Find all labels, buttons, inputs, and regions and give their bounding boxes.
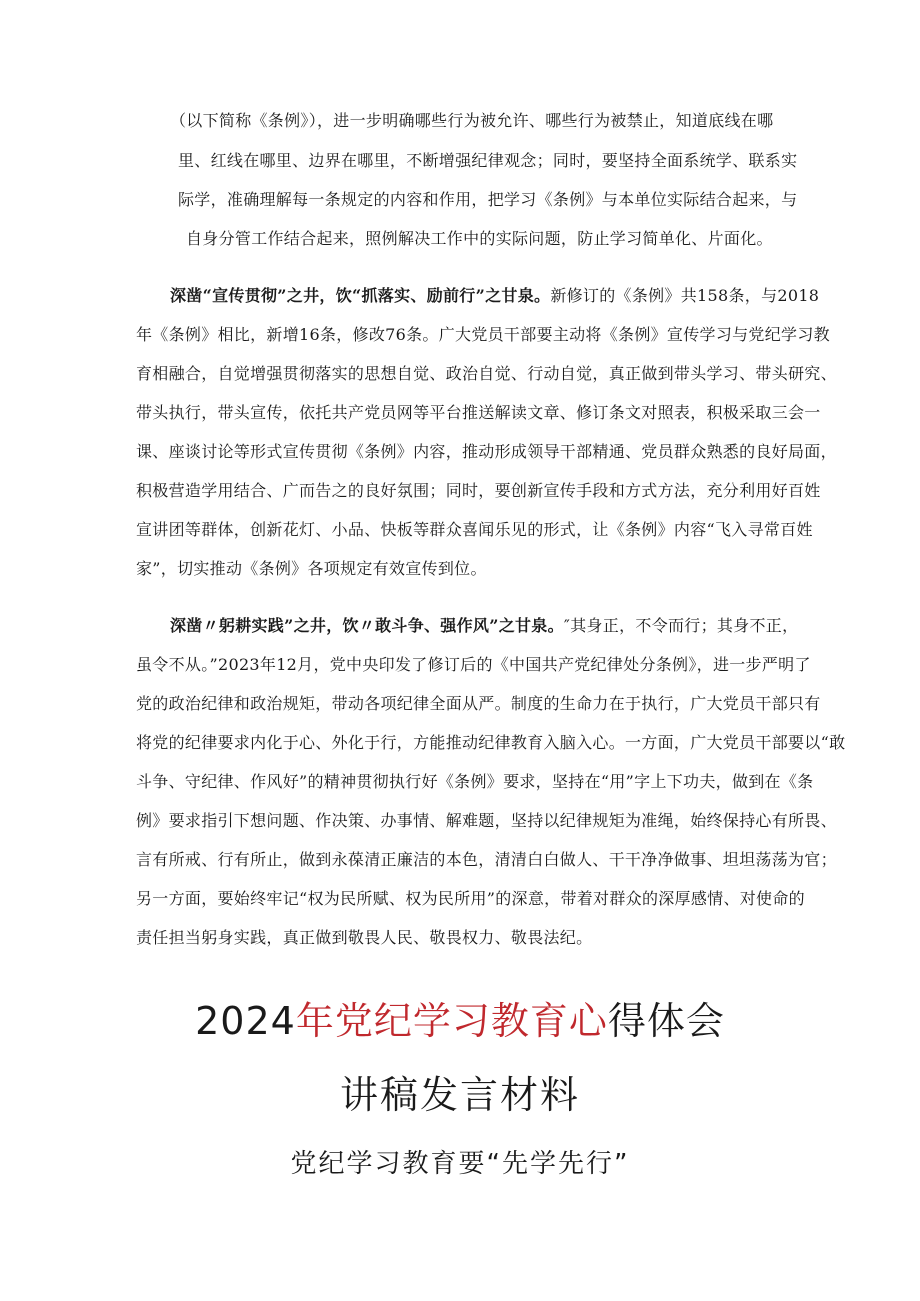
para1-line: 带头执行，带头宣传，依托共产党员网等平台推送解读文章、修订条文对照表，积极采取三会一: [136, 403, 821, 422]
para1-line: 积极营造学用结合、广而告之的良好氛围；同时，要创新宣传手段和方式方法，充分利用好百姓: [136, 481, 821, 500]
para1-line: 年《条例》相比，新增16条，修改76条。广大党员干部要主动将《条例》宣传学习与党纪学习教: [136, 325, 830, 344]
intro-line: 自身分管工作结合起来，照例解决工作中的实际问题，防止学习简单化、片面化。: [186, 229, 773, 248]
para2-line: 另一方面，要始终牢记“权为民所赋、权为民所用”的深意，带着对群众的深厚感情、对使命的: [136, 889, 805, 908]
title-highlight: 年党纪学习教育心: [295, 999, 608, 1043]
para2-line: 斗争、守纪律、作风好”的精神贯彻执行好《条例》要求，坚持在“用”字上下功夫，做到在《条: [136, 772, 814, 791]
document-title: [0, 998, 920, 1044]
intro-line: （以下简称《条例》），进一步明确哪些行为被允许、哪些行为被禁止，知道底线在哪: [170, 111, 774, 130]
para1-line: 家”，切实推动《条例》各项规定有效宣传到位。: [136, 559, 487, 578]
title-suffix: 得体会: [607, 999, 725, 1043]
para2-line: 例》要求指引下想问题、作决策、办事情、解难题，坚持以纪律规矩为准绳，始终保持心有所畏、: [136, 811, 837, 830]
para1-line: 课、座谈讨论等形式宣传贯彻《条例》内容，推动形成领导干部精通、党员群众熟悉的良好局面，: [136, 442, 837, 461]
para1-heading: 深凿“宣传贯彻”之井，饮“抓落实、励前行”之甘泉。: [170, 286, 551, 305]
para2-line: 将党的纪律要求内化于心、外化于行，方能推动纪律教育入脑入心。一方面，广大党员干部要以“敢: [136, 733, 846, 752]
para2-line: 虽令不从。”2023年12月，党中央印发了修订后的《中国共产党纪律处分条例》，进一步严明了: [136, 655, 811, 674]
para1-line: 宣讲团等群体，创新花灯、小品、快板等群众喜闻乐见的形式，让《条例》内容“飞入寻常百姓: [136, 520, 813, 539]
intro-line: 里、红线在哪里、边界在哪里，不断增强纪律观念；同时，要坚持全面系统学、联系实: [178, 151, 798, 170]
section-heading: 党纪学习教育要“先学先行”: [290, 1149, 630, 1179]
para2-heading: 深凿〃躬耕实践”之井，饮〃敢斗争、强作风”之甘泉。: [170, 616, 564, 635]
para2-line: 言有所戒、行有所止，做到永葆清正廉洁的本色，清清白白做人、干干净净做事、坦坦荡荡为官；: [136, 850, 837, 869]
para2-first-line: [170, 616, 798, 636]
para1-first-line: [170, 286, 819, 306]
para1-first-line-rest: 新修订的《条例》共158条，与2018: [550, 286, 820, 305]
para2-first-line-rest: ″其身正，不令而行；其身不正，: [563, 616, 799, 635]
para2-line: 党的政治纪律和政治规矩，带动各项纪律全面从严。制度的生命力在于执行，广大党员干部只有: [136, 694, 821, 713]
para1-line: 育相融合，自觉增强贯彻落实的思想自觉、政治自觉、行动自觉，真正做到带头学习、带头研究、: [136, 364, 837, 383]
title-year: 2024: [195, 999, 296, 1043]
para2-line: 责任担当躬身实践，真正做到敬畏人民、敬畏权力、敬畏法纪。: [136, 928, 593, 947]
intro-line: 际学，准确理解每一条规定的内容和作用，把学习《条例》与本单位实际结合起来，与: [178, 190, 798, 209]
document-subtitle: 讲稿发言材料: [339, 1073, 580, 1117]
